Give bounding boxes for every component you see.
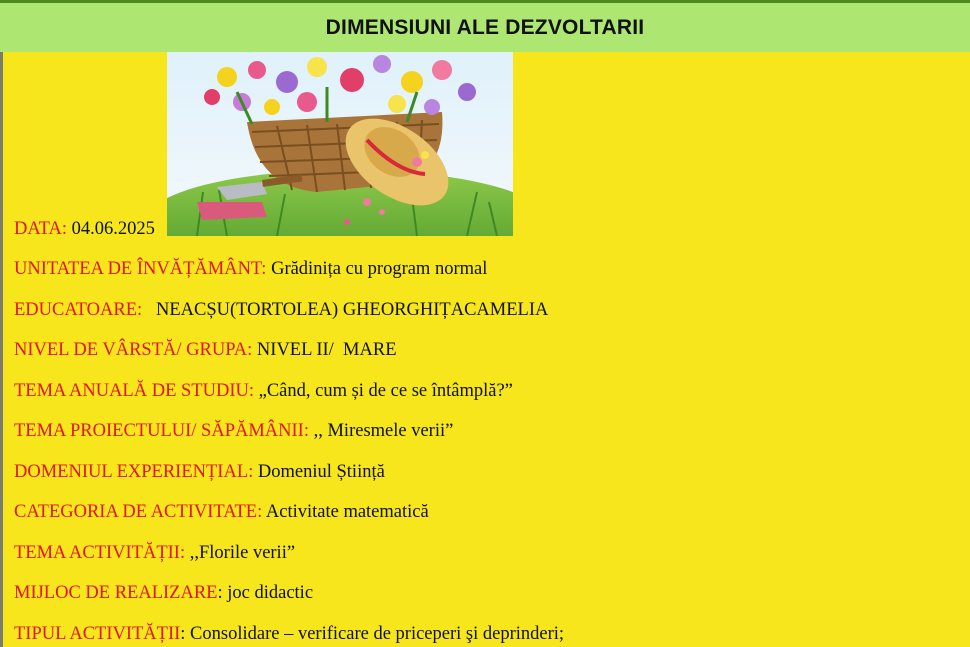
field-value: Activitate matematică: [262, 502, 429, 522]
page-header: [0, 0, 970, 52]
field-experiential-domain: [14, 461, 385, 483]
field-value: 04.06.2025: [67, 219, 155, 239]
field-label: TEMA PROIECTULUI/ SĂPĂMÂNII:: [14, 421, 309, 441]
field-value: ,,Florile verii”: [185, 543, 296, 563]
field-value: : joc didactic: [217, 583, 314, 603]
flower-basket-straw-hat-illustration: [167, 52, 513, 236]
field-activity-type: [14, 623, 564, 645]
field-label: CATEGORIA DE ACTIVITATE:: [14, 502, 263, 522]
field-value: Domeniul Știință: [253, 462, 385, 482]
field-school-unit: [14, 258, 487, 280]
field-label: EDUCATOARE:: [14, 300, 143, 320]
field-means: [14, 582, 313, 604]
field-project-theme: [14, 420, 453, 442]
field-label: MIJLOC DE REALIZARE: [14, 583, 218, 603]
field-activity-category: [14, 501, 429, 523]
field-label: UNITATEA DE ÎNVĂȚĂMÂNT:: [14, 259, 267, 279]
field-label: TIPUL ACTIVITĂȚII: [14, 624, 181, 644]
field-label: DOMENIUL EXPERIENȚIAL:: [14, 462, 254, 482]
field-label: TEMA ANUALĂ DE STUDIU:: [14, 381, 254, 401]
field-teacher: [14, 299, 548, 321]
field-activity-theme: [14, 542, 295, 564]
field-value: ,, Miresmele verii”: [308, 421, 454, 441]
flower-basket-image: [167, 52, 513, 236]
field-date: [14, 218, 155, 240]
field-value: „Când, cum și de ce se întâmplă?”: [253, 381, 513, 401]
field-label: TEMA ACTIVITĂȚII:: [14, 543, 186, 563]
left-border: [0, 52, 3, 647]
field-value: NIVEL II/ MARE: [252, 340, 397, 360]
field-value: : Consolidare – verificare de priceperi şi deprinderi;: [180, 624, 565, 644]
page-title: DIMENSIUNI ALE DEZVOLTARII: [325, 15, 645, 39]
field-value: Grădinița cu program normal: [266, 259, 488, 279]
field-age-group: [14, 339, 397, 361]
field-label: NIVEL DE VÂRSTĂ/ GRUPA:: [14, 340, 253, 360]
field-label: DATA:: [14, 219, 67, 239]
field-annual-theme: [14, 380, 513, 402]
field-value: NEACȘU(TORTOLEA) GHEORGHIȚACAMELIA: [142, 300, 549, 320]
